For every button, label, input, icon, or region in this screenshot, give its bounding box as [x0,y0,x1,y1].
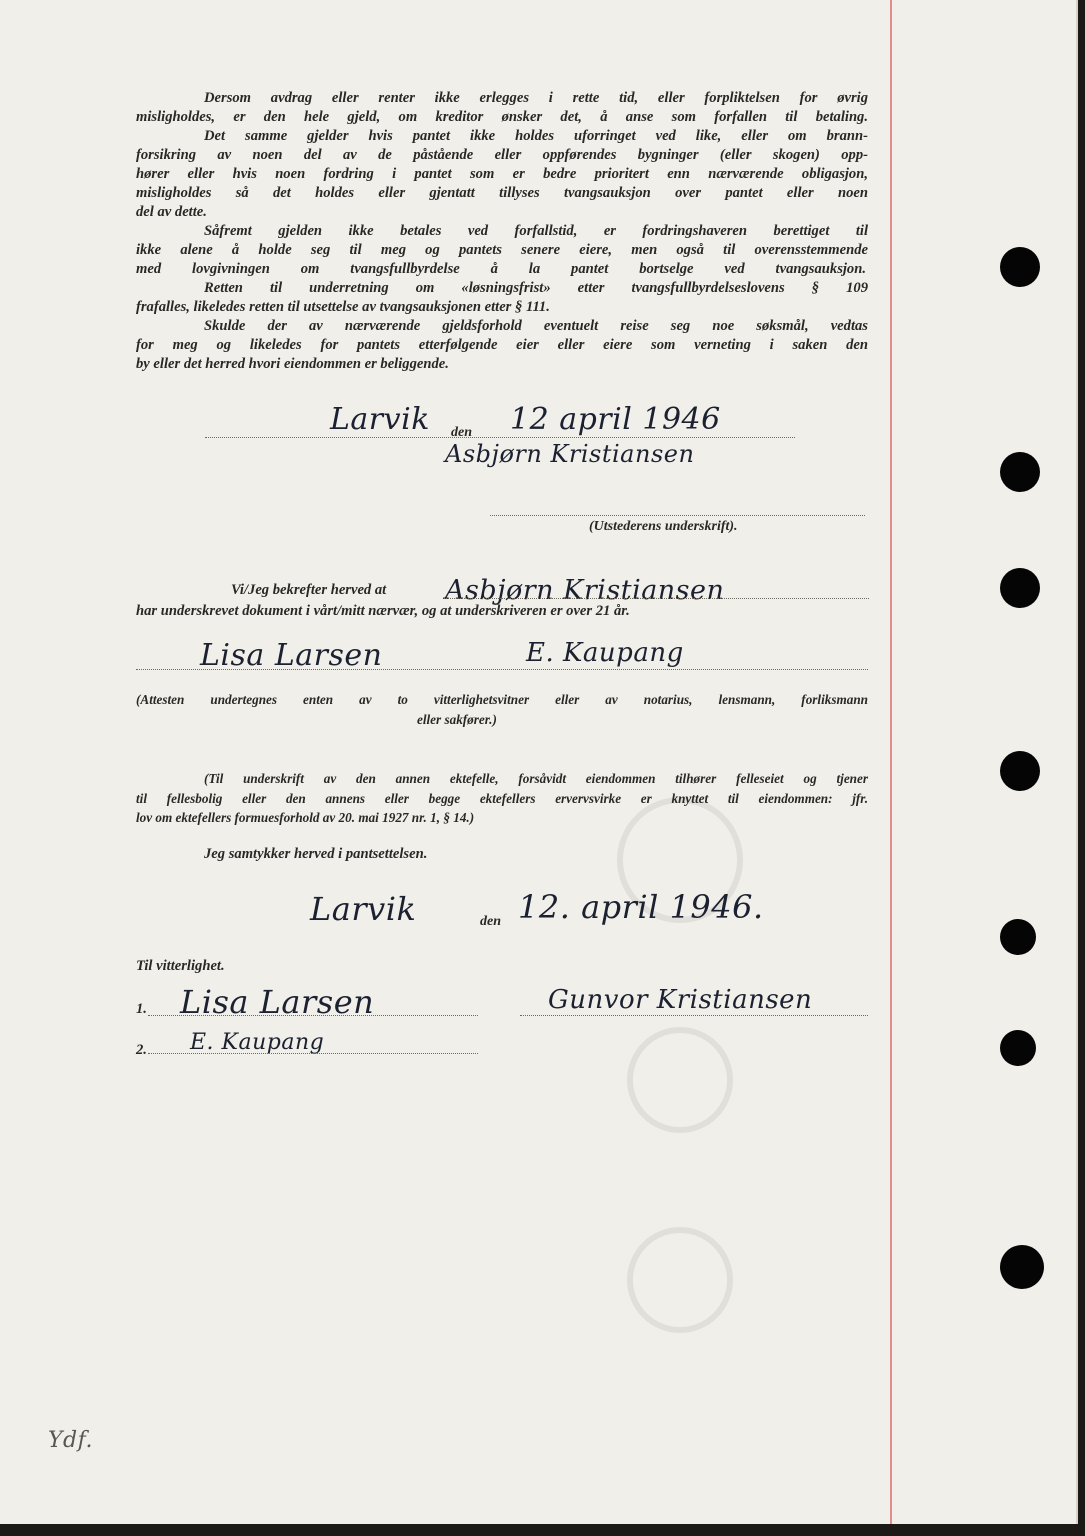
punch-hole [1000,1030,1036,1066]
witness-1-signature: Lisa Larsen [180,983,375,1021]
text-line: del av dette. [136,204,207,220]
punch-hole [1000,919,1036,955]
attest-statement: har underskrevet dokument i vårt/mitt nærvær, og at underskriveren er over 21 år. [136,603,630,619]
witness-number-1: 1. [136,1001,147,1017]
attest-witness-b: E. Kaupang [526,638,684,668]
spouse-place: Larvik [310,890,417,928]
attest-prefix: Vi/Jeg bekrefter herved at [231,582,387,598]
text-line: by eller det herred hvori eiendommen er beliggende. [136,356,449,372]
issuer-caption: (Utstederens underskrift). [589,519,738,534]
text-line: Dersom avdrag eller renter ikke erlegges i rette tid, eller forpliktelsen for øvrig [204,90,868,106]
text-line: Såfremt gjelden ikke betales ved forfallstid, er fordringshaveren berettiget til [204,223,868,239]
issuer-place: Larvik [330,402,430,437]
paragraph-default [136,89,868,127]
text-line: Skulde der av nærværende gjeldsforhold eventuelt reise seg noe søksmål, vedtas [204,318,868,334]
punch-hole [1000,568,1040,608]
attest-note-2: eller sakfører.) [417,712,497,727]
text-line: misligholdes, er den hele gjeld, om kreditor ønsker det, å anse som forfallen til betaling. [136,109,868,125]
spouse-signature-line [520,1015,868,1016]
text-line: forsikring av noen del av de påstående eller oppførendes bygninger (eller skogen) opp- [136,147,868,163]
paragraph-enforcement [136,222,868,279]
punch-hole [1000,247,1040,287]
text-line: med lovgivningen om tvangsfullbyrdelse å la pantet bortselge ved tvangsauksjon. [136,261,866,277]
spouse-signature: Gunvor Kristiansen [548,985,813,1015]
attest-witness-line [136,669,868,670]
margin-note: Ydf. [48,1428,93,1453]
text-line: misligholdes så det holdes eller gjentatt tillyses tvangsauksjon over pantet eller noen [136,185,868,201]
issuer-date: 12 april 1946 [510,402,721,437]
attest-witness-a: Lisa Larsen [200,638,383,673]
text-line: Det samme gjelder hvis pantet ikke holdes uforringet ved like, eller om brann- [204,128,868,144]
signature-line [490,515,865,516]
issuer-signature: Asbjørn Kristiansen [445,440,695,468]
witness-1-line [148,1015,478,1016]
paragraph-pledge-condition [136,127,868,222]
attest-note: (Attesten undertegnes enten av to vitterlighetsvitner eller av notarius, lensmann, forliksmann [136,692,868,707]
margin-line [890,0,892,1524]
text-line: frafalles, likeledes retten til utsettelse av tvangsauksjonen etter § 111. [136,299,550,315]
text-line: hører eller hvis noen fordring i pantet som er bedre prioritert enn nærværende obligasjon, [136,166,868,182]
spouse-den-label: den [480,914,501,929]
witness-2-signature: E. Kaupang [190,1030,325,1055]
attested-name: Asbjørn Kristiansen [445,575,725,606]
consent-text: Jeg samtykker herved i pantsettelsen. [204,846,428,862]
spouse-date: 12. april 1946. [518,888,764,926]
spouse-note-3: lov om ektefellers formuesforhold av 20. mai 1927 nr. 1, § 14.) [136,810,475,825]
witness-2-line [148,1053,478,1054]
paragraph-redemption [136,279,868,317]
spouse-note-2: til fellesbolig eller den annens eller begge ektefellers ervervsvirke er knyttet til eiendommen: jfr. [136,791,868,806]
text-line: for meg og likeledes for pantets etterfølgende eier eller eiere som verneting i saken den [136,337,868,353]
spouse-note-1: (Til underskrift av den annen ektefelle, forsåvidt eiendommen tilhører felleseiet og tjener [204,771,868,786]
punch-hole [1000,452,1040,492]
paragraph-venue [136,317,868,374]
date-line [205,437,795,438]
punch-hole [1000,1245,1044,1289]
den-label: den [451,425,472,440]
punch-hole [1000,751,1040,791]
text-line: Retten til underretning om «løsningsfrist» etter tvangsfullbyrdelseslovens § 109 [204,280,868,296]
text-line: ikke alene å holde seg til meg og pantets senere eiere, men også til overensstemmende [136,242,868,258]
witness-label: Til vitterlighet. [136,958,225,974]
witness-number-2: 2. [136,1042,147,1058]
attest-name-line [444,598,869,599]
